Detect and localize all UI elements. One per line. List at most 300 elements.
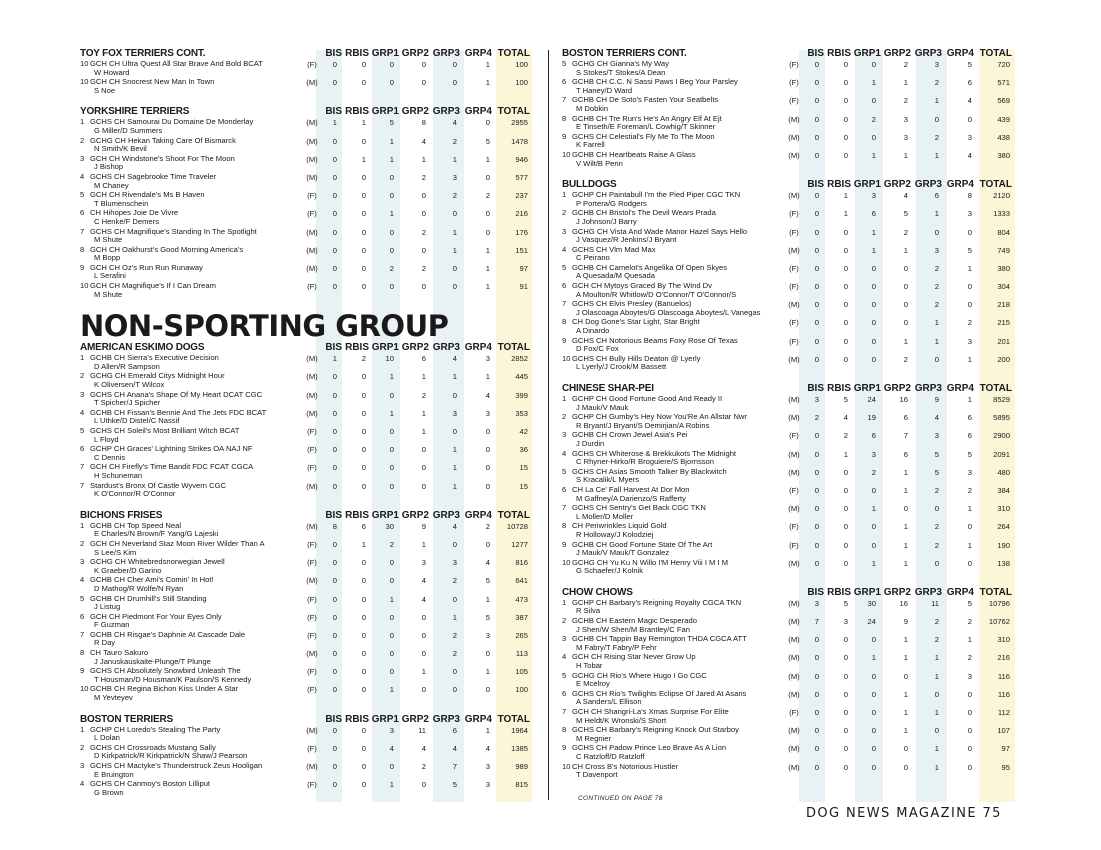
column-header-grp2: GRP2 bbox=[401, 713, 429, 725]
stat-bis: 0 bbox=[814, 300, 819, 310]
dog-name: GCHB CH Tre Run's He's An Angry Elf At Ejt bbox=[572, 113, 722, 123]
stat-bis: 0 bbox=[814, 318, 819, 328]
stat-grp4: 6 bbox=[967, 431, 972, 441]
stat-bis: 7 bbox=[814, 617, 819, 627]
stat-total: 2955 bbox=[511, 118, 528, 128]
stat-total: 10796 bbox=[988, 598, 1010, 608]
sex-code: (M) bbox=[306, 408, 318, 418]
dog-name: GCH CH Rising Star Never Grow Up bbox=[572, 652, 696, 662]
stat-bis: 0 bbox=[332, 60, 337, 69]
stat-grp1: 0 bbox=[871, 318, 876, 328]
stat-grp4: 0 bbox=[485, 481, 490, 491]
sex-code: (F) bbox=[307, 427, 317, 436]
stat-grp4: 8 bbox=[967, 191, 972, 201]
rank-number: 8 bbox=[562, 521, 567, 531]
stat-grp1: 0 bbox=[871, 96, 876, 106]
rank-number: 2 bbox=[80, 371, 85, 381]
stat-grp3: 2 bbox=[934, 263, 939, 273]
sex-code: (F) bbox=[789, 282, 799, 292]
sex-code: (M) bbox=[306, 521, 318, 531]
sex-code: (M) bbox=[788, 132, 800, 142]
ranking-entry bbox=[562, 468, 1017, 486]
dog-name: GCHB CH Fissan's Bennie And The Jets FDC BCAT bbox=[90, 407, 267, 417]
stat-bis: 0 bbox=[814, 558, 819, 568]
dog-name: GCHB CH Tappin Bay Remington THDA CGCA ATT bbox=[572, 634, 747, 644]
stat-rbis: 0 bbox=[361, 725, 366, 735]
stat-bis: 0 bbox=[814, 191, 819, 201]
stat-rbis: 0 bbox=[361, 227, 366, 237]
rank-number: 10 bbox=[562, 149, 571, 159]
stat-grp3: 0 bbox=[452, 390, 457, 400]
stat-rbis: 0 bbox=[361, 780, 366, 790]
stat-grp4: 3 bbox=[485, 408, 490, 418]
column-header-rbis: RBIS bbox=[827, 179, 851, 191]
stat-grp2: 0 bbox=[421, 282, 426, 292]
owner-names: J Mauk/V Mauk/T Gonzalez bbox=[576, 548, 670, 558]
stat-grp4: 5 bbox=[967, 245, 972, 255]
stat-rbis: 0 bbox=[361, 78, 366, 88]
sex-code: (M) bbox=[788, 413, 800, 423]
stat-grp1: 0 bbox=[389, 667, 394, 677]
stat-rbis: 6 bbox=[361, 521, 366, 531]
breed-section bbox=[80, 106, 532, 300]
ranking-entry bbox=[80, 631, 532, 649]
owner-names: M Bopp bbox=[94, 253, 121, 263]
stat-rbis: 0 bbox=[361, 282, 366, 292]
stat-grp4: 0 bbox=[967, 689, 972, 699]
stat-rbis: 1 bbox=[843, 449, 848, 459]
dog-name: GCHS CH Celestial's Fly Me To The Moon bbox=[572, 131, 715, 141]
stat-rbis: 0 bbox=[843, 504, 848, 514]
stat-grp1: 0 bbox=[871, 263, 876, 273]
column-header-bis: BIS bbox=[807, 179, 824, 191]
sex-code: (F) bbox=[307, 780, 317, 790]
sex-code: (M) bbox=[306, 136, 318, 146]
stat-total: 176 bbox=[515, 227, 528, 237]
stat-grp1: 0 bbox=[871, 540, 876, 550]
dog-name: GCHB CH Regina Bichon Kiss Under A Star bbox=[90, 684, 239, 694]
ranking-entry bbox=[562, 337, 1017, 355]
rank-number: 6 bbox=[562, 688, 567, 698]
column-header-grp4: GRP4 bbox=[946, 586, 974, 598]
stat-grp1: 0 bbox=[871, 671, 876, 681]
dog-name: GCHB CH C.C. N Sassi Paws I Beg Your Parsley bbox=[572, 77, 738, 87]
stat-rbis: 0 bbox=[361, 481, 366, 491]
sex-code: (F) bbox=[307, 282, 317, 292]
stat-grp2: 1 bbox=[903, 245, 908, 255]
sex-code: (F) bbox=[307, 463, 317, 473]
stat-grp2: 0 bbox=[903, 744, 908, 754]
rank-number: 9 bbox=[562, 743, 567, 753]
ranking-entry bbox=[562, 763, 1017, 781]
dog-name: GCHS CH Mactyke's Thunderstruck Zeus Hooligan bbox=[90, 761, 263, 770]
owner-names: R Silva bbox=[576, 606, 601, 616]
rank-number: 9 bbox=[562, 539, 567, 549]
stat-total: 571 bbox=[997, 78, 1010, 88]
stat-grp4: 3 bbox=[967, 671, 972, 681]
stat-rbis: 0 bbox=[361, 762, 366, 771]
column-header-bis: BIS bbox=[325, 48, 342, 59]
sex-code: (F) bbox=[789, 522, 799, 532]
stat-grp2: 8 bbox=[421, 118, 426, 128]
owner-names: E Bruington bbox=[94, 769, 134, 779]
stat-rbis: 0 bbox=[361, 390, 366, 400]
stat-grp4: 1 bbox=[485, 154, 490, 164]
stat-grp2: 0 bbox=[421, 780, 426, 790]
stat-rbis: 0 bbox=[843, 762, 848, 772]
dog-name: GCHP CH Good Fortune Good And Ready II bbox=[572, 394, 723, 403]
stat-grp3: 2 bbox=[934, 485, 939, 495]
stat-grp2: 4 bbox=[903, 191, 908, 201]
stat-bis: 0 bbox=[814, 431, 819, 441]
stat-grp3: 0 bbox=[934, 354, 939, 364]
rank-number: 10 bbox=[562, 761, 571, 771]
stat-grp4: 0 bbox=[485, 685, 490, 695]
stat-grp3: 5 bbox=[934, 467, 939, 477]
stat-grp2: 1 bbox=[903, 635, 908, 645]
stat-grp4: 6 bbox=[967, 413, 972, 423]
dog-name: GCHS CH Vlm Mad Max bbox=[572, 244, 656, 254]
stat-grp1: 0 bbox=[389, 762, 394, 771]
sex-code: (F) bbox=[789, 485, 799, 495]
breed-section bbox=[562, 383, 1017, 577]
stat-grp1: 2 bbox=[389, 539, 394, 549]
stat-grp3: 2 bbox=[934, 132, 939, 142]
stat-bis: 0 bbox=[814, 726, 819, 736]
rank-number: 3 bbox=[80, 557, 85, 567]
stat-grp4: 0 bbox=[485, 445, 490, 455]
stat-total: 97 bbox=[1001, 744, 1010, 754]
owner-names: A Quesada/M Quesada bbox=[576, 271, 655, 281]
stat-total: 100 bbox=[515, 60, 528, 69]
ranking-entry bbox=[80, 354, 532, 372]
column-header-bis: BIS bbox=[807, 586, 824, 598]
stat-grp4: 0 bbox=[967, 282, 972, 292]
stat-rbis: 3 bbox=[843, 617, 848, 627]
ranking-entry bbox=[562, 541, 1017, 559]
stat-total: 116 bbox=[997, 689, 1010, 699]
stat-rbis: 0 bbox=[361, 630, 366, 640]
sex-code: (M) bbox=[788, 689, 800, 699]
stat-total: 15 bbox=[519, 481, 528, 491]
stat-rbis: 2 bbox=[361, 354, 366, 364]
stat-total: 480 bbox=[997, 467, 1010, 477]
owner-names: J Mauk/V Mauk bbox=[576, 402, 629, 412]
rank-number: 5 bbox=[80, 426, 85, 435]
stat-rbis: 0 bbox=[843, 485, 848, 495]
owner-names: F Guzman bbox=[94, 620, 130, 630]
stat-total: 15 bbox=[519, 463, 528, 473]
ranking-entry bbox=[562, 504, 1017, 522]
stat-grp4: 2 bbox=[485, 521, 490, 531]
sex-code: (M) bbox=[788, 395, 800, 404]
stat-grp3: 0 bbox=[452, 263, 457, 273]
stat-grp3: 1 bbox=[452, 463, 457, 473]
owner-names: R Holloway/J Kolodziej bbox=[576, 529, 654, 539]
stat-rbis: 0 bbox=[361, 372, 366, 382]
dog-name: GCHB CH Heartbeats Raise A Glass bbox=[572, 149, 696, 159]
rank-number: 7 bbox=[80, 226, 85, 236]
stat-bis: 0 bbox=[814, 227, 819, 237]
stat-total: 1964 bbox=[511, 725, 528, 735]
rank-number: 3 bbox=[80, 761, 85, 770]
stat-grp2: 1 bbox=[903, 726, 908, 736]
stat-total: 100 bbox=[515, 78, 528, 88]
stat-total: 138 bbox=[997, 558, 1010, 568]
stat-grp3: 1 bbox=[452, 245, 457, 255]
owner-names: M Fabry/T Fabry/P Fehr bbox=[576, 642, 657, 652]
stat-bis: 0 bbox=[814, 245, 819, 255]
stat-grp3: 1 bbox=[934, 653, 939, 663]
stat-grp2: 2 bbox=[421, 172, 426, 182]
rank-number: 8 bbox=[562, 317, 567, 327]
stat-rbis: 0 bbox=[361, 263, 366, 273]
stat-grp3: 6 bbox=[934, 191, 939, 201]
ranking-entry bbox=[562, 413, 1017, 431]
stat-grp2: 0 bbox=[421, 463, 426, 473]
column-header-grp1: GRP1 bbox=[853, 586, 881, 598]
stat-rbis: 1 bbox=[361, 154, 366, 164]
stat-rbis: 0 bbox=[361, 594, 366, 604]
breed-title: YORKSHIRE TERRIERS bbox=[80, 106, 190, 118]
rank-number: 1 bbox=[562, 394, 567, 403]
stat-grp3: 5 bbox=[452, 780, 457, 790]
dog-name: GCHS CH Sentry's Get Back CGC TKN bbox=[572, 503, 706, 513]
rank-number: 3 bbox=[80, 153, 85, 163]
stat-grp4: 1 bbox=[485, 263, 490, 273]
stat-rbis: 0 bbox=[843, 132, 848, 142]
rank-number: 7 bbox=[80, 629, 85, 639]
sex-code: (M) bbox=[788, 467, 800, 477]
sex-code: (M) bbox=[788, 617, 800, 627]
stat-grp3: 1 bbox=[934, 671, 939, 681]
sex-code: (M) bbox=[306, 481, 318, 491]
stat-total: 36 bbox=[519, 445, 528, 455]
stat-total: 91 bbox=[519, 282, 528, 292]
stat-bis: 0 bbox=[814, 762, 819, 772]
column-header-grp2: GRP2 bbox=[883, 586, 911, 598]
sex-code: (M) bbox=[306, 576, 318, 586]
owner-names: M Chaney bbox=[94, 180, 129, 190]
rank-number: 7 bbox=[562, 299, 567, 309]
rank-number: 7 bbox=[562, 707, 567, 716]
stat-grp1: 1 bbox=[389, 594, 394, 604]
stat-grp2: 3 bbox=[903, 114, 908, 124]
owner-names: W Howard bbox=[94, 67, 130, 77]
breed-title: TOY FOX TERRIERS CONT. bbox=[80, 48, 206, 59]
dog-name: CH Dog Gone's Star Light, Star Bright bbox=[572, 317, 700, 327]
stat-grp4: 1 bbox=[967, 540, 972, 550]
stat-grp1: 0 bbox=[389, 60, 394, 69]
stat-rbis: 0 bbox=[361, 408, 366, 418]
column-header-bis: BIS bbox=[807, 48, 824, 59]
stat-rbis: 0 bbox=[361, 743, 366, 753]
ranking-entry bbox=[80, 685, 532, 703]
stat-total: 989 bbox=[515, 762, 528, 771]
stat-total: 946 bbox=[515, 154, 528, 164]
ranking-entry bbox=[562, 635, 1017, 653]
stat-total: 42 bbox=[519, 427, 528, 436]
section-header bbox=[80, 714, 532, 726]
ranking-entry bbox=[562, 744, 1017, 762]
stat-rbis: 0 bbox=[361, 558, 366, 568]
stat-grp1: 1 bbox=[871, 653, 876, 663]
ranking-entry bbox=[80, 762, 532, 780]
stat-grp1: 19 bbox=[867, 413, 876, 423]
stat-grp1: 2 bbox=[389, 263, 394, 273]
ranking-entry bbox=[80, 391, 532, 409]
sex-code: (M) bbox=[306, 649, 318, 659]
rank-number: 4 bbox=[80, 779, 85, 789]
stat-grp3: 1 bbox=[934, 209, 939, 219]
stat-grp1: 0 bbox=[389, 78, 394, 88]
ranking-entry bbox=[562, 726, 1017, 744]
sex-code: (M) bbox=[788, 150, 800, 160]
stat-grp4: 0 bbox=[485, 209, 490, 219]
stat-bis: 0 bbox=[332, 725, 337, 735]
column-header-grp2: GRP2 bbox=[401, 106, 429, 118]
stat-rbis: 0 bbox=[361, 136, 366, 146]
stat-grp1: 1 bbox=[871, 558, 876, 568]
column-header-total: TOTAL bbox=[979, 48, 1012, 59]
stat-rbis: 0 bbox=[843, 245, 848, 255]
stat-grp1: 2 bbox=[871, 467, 876, 477]
owner-names: A Moulton/R Whitlow/D O'Connor/T O'Connor/S bbox=[576, 289, 737, 299]
ranking-entry bbox=[562, 355, 1017, 373]
stat-rbis: 0 bbox=[843, 114, 848, 124]
column-header-grp1: GRP1 bbox=[371, 48, 399, 59]
sex-code: (M) bbox=[788, 598, 800, 608]
column-header-grp4: GRP4 bbox=[464, 713, 492, 725]
rank-number: 3 bbox=[562, 430, 567, 440]
sex-code: (M) bbox=[788, 245, 800, 255]
stat-grp1: 0 bbox=[871, 485, 876, 495]
ranking-entry bbox=[562, 115, 1017, 133]
stat-grp4: 0 bbox=[967, 300, 972, 310]
stat-grp2: 0 bbox=[421, 649, 426, 659]
breed-section bbox=[562, 179, 1017, 373]
left-column bbox=[80, 48, 532, 808]
breed-title: BULLDOGS bbox=[562, 179, 617, 191]
column-header-grp1: GRP1 bbox=[853, 383, 881, 394]
dog-name: GCH CH Snocrest New Man In Town bbox=[90, 77, 215, 87]
stat-rbis: 0 bbox=[361, 191, 366, 201]
sex-code: (M) bbox=[788, 726, 800, 736]
stat-rbis: 0 bbox=[843, 60, 848, 69]
stat-grp3: 7 bbox=[452, 762, 457, 771]
stat-bis: 0 bbox=[332, 78, 337, 88]
sex-code: (M) bbox=[306, 118, 318, 128]
ranking-entry bbox=[80, 191, 532, 209]
rank-number: 2 bbox=[562, 616, 567, 626]
owner-names: M Gaffney/A Darienzo/S Rafferty bbox=[576, 493, 686, 503]
stat-grp3: 0 bbox=[452, 60, 457, 69]
stat-grp2: 0 bbox=[903, 318, 908, 328]
stat-grp3: 1 bbox=[934, 708, 939, 717]
sex-code: (M) bbox=[788, 354, 800, 364]
ranking-entry bbox=[562, 318, 1017, 336]
stat-grp1: 0 bbox=[871, 708, 876, 717]
stat-bis: 0 bbox=[814, 504, 819, 514]
stat-grp3: 0 bbox=[452, 78, 457, 88]
column-header-grp1: GRP1 bbox=[853, 179, 881, 191]
sex-code: (F) bbox=[307, 612, 317, 622]
stat-grp1: 0 bbox=[871, 744, 876, 754]
column-header-grp3: GRP3 bbox=[914, 383, 942, 394]
dog-name: GCHS CH Canmoy's Boston Lilliput bbox=[90, 779, 211, 789]
sex-code: (F) bbox=[789, 336, 799, 346]
rank-number: 10 bbox=[562, 353, 571, 363]
column-header-grp3: GRP3 bbox=[432, 342, 460, 354]
stat-grp4: 2 bbox=[967, 318, 972, 328]
ranking-entry bbox=[80, 649, 532, 667]
stat-total: 445 bbox=[515, 372, 528, 382]
stat-grp1: 5 bbox=[389, 118, 394, 128]
dog-name: GCHS CH Whiterose & Brekkukots The Midnight bbox=[572, 448, 737, 458]
stat-grp1: 0 bbox=[389, 649, 394, 659]
stat-total: 720 bbox=[997, 60, 1010, 69]
stat-grp4: 1 bbox=[967, 354, 972, 364]
ranking-entry bbox=[80, 282, 532, 300]
sex-code: (M) bbox=[788, 558, 800, 568]
column-header-rbis: RBIS bbox=[827, 383, 851, 394]
stat-rbis: 0 bbox=[843, 318, 848, 328]
stat-bis: 0 bbox=[332, 762, 337, 771]
column-header-total: TOTAL bbox=[497, 713, 530, 725]
rank-number: 6 bbox=[80, 444, 85, 454]
stat-bis: 0 bbox=[332, 263, 337, 273]
stat-bis: 0 bbox=[814, 209, 819, 219]
stat-rbis: 1 bbox=[843, 209, 848, 219]
stat-grp2: 2 bbox=[421, 390, 426, 400]
column-header-grp4: GRP4 bbox=[464, 342, 492, 354]
sex-code: (F) bbox=[789, 540, 799, 550]
owner-names: L Floyd bbox=[94, 434, 119, 444]
stat-bis: 0 bbox=[332, 780, 337, 790]
owner-names: E Tinseth/E Foreman/L Cowhig/T Skinner bbox=[576, 122, 716, 132]
stat-bis: 2 bbox=[814, 413, 819, 423]
stat-grp2: 4 bbox=[421, 743, 426, 753]
owner-names: G Miller/D Summers bbox=[94, 125, 163, 135]
ranking-entry bbox=[562, 708, 1017, 726]
stat-grp2: 16 bbox=[899, 598, 908, 608]
stat-total: 310 bbox=[997, 504, 1010, 514]
stat-bis: 0 bbox=[814, 263, 819, 273]
ranking-entry bbox=[562, 559, 1017, 577]
stat-grp3: 1 bbox=[452, 372, 457, 382]
ranking-entry bbox=[562, 60, 1017, 78]
column-header-total: TOTAL bbox=[979, 586, 1012, 598]
column-header-grp3: GRP3 bbox=[914, 179, 942, 191]
dog-name: GCHP CH Gumby's Hey Now You'Re An Allstar Nwr bbox=[572, 412, 747, 422]
stat-total: 10762 bbox=[988, 617, 1010, 627]
stat-grp3: 1 bbox=[452, 481, 457, 491]
rank-number: 1 bbox=[80, 520, 85, 530]
stat-grp1: 0 bbox=[389, 463, 394, 473]
ranking-entry bbox=[562, 486, 1017, 504]
dog-name: GCH CH Oakhurst's Good Morning America's bbox=[90, 244, 244, 254]
rank-number: 4 bbox=[80, 171, 85, 181]
rank-number: 5 bbox=[80, 190, 85, 200]
stat-grp4: 0 bbox=[967, 744, 972, 754]
stat-total: 216 bbox=[515, 209, 528, 219]
stat-grp3: 0 bbox=[934, 504, 939, 514]
stat-grp4: 0 bbox=[967, 708, 972, 717]
owner-names: J Bishop bbox=[94, 162, 124, 172]
owner-names: L Moller/D Moller bbox=[576, 511, 634, 521]
owner-names: C Henke/F Demers bbox=[94, 216, 159, 226]
stat-rbis: 0 bbox=[361, 612, 366, 622]
